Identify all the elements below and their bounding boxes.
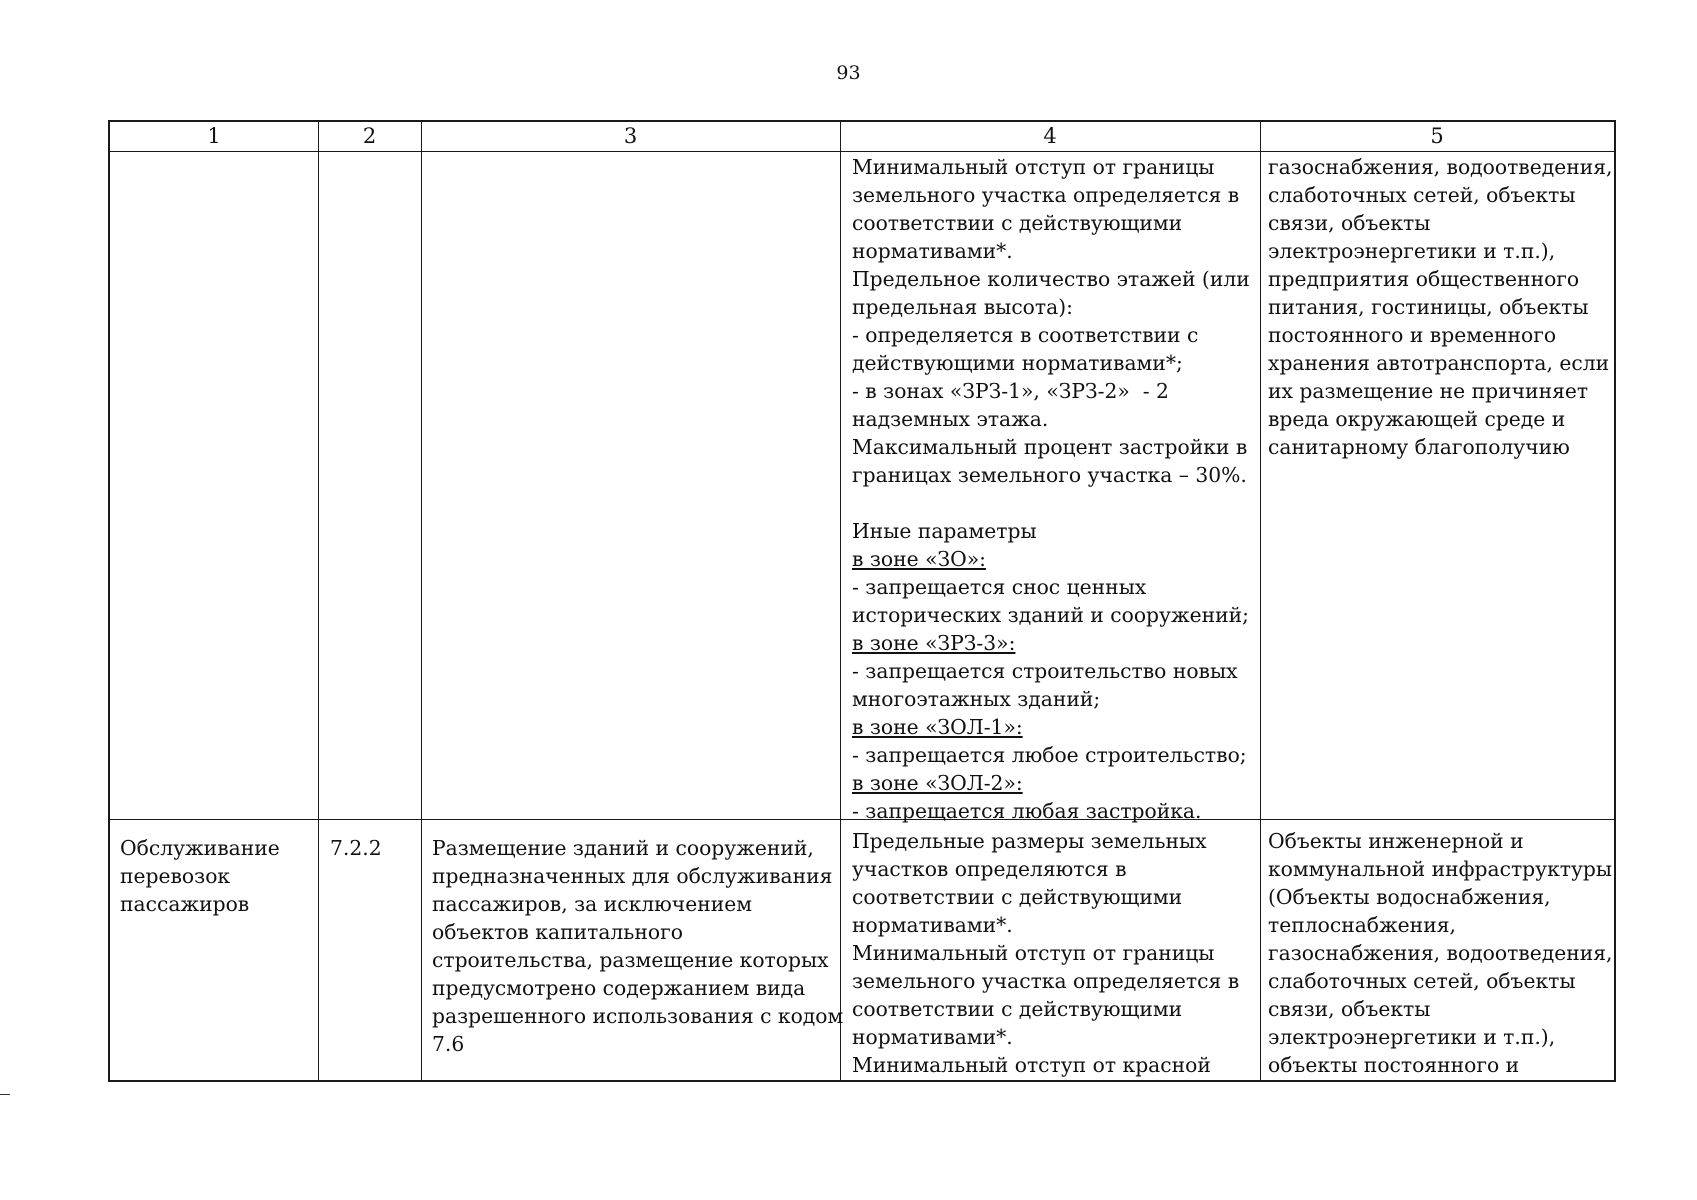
cell-line: пассажиров, за исключением xyxy=(432,892,753,916)
continued-params-cell xyxy=(852,153,1250,825)
cell-line: пассажиров xyxy=(120,892,250,916)
cell-line: Минимальный отступ от красной xyxy=(852,1053,1211,1077)
auxiliary-uses-cell xyxy=(1268,827,1613,1079)
cell-line: нормативами*. xyxy=(852,239,1013,263)
cell-line: (Объекты водоснабжения, xyxy=(1268,885,1551,909)
cell-line: надземных этажа. xyxy=(852,407,1049,431)
cell-line: Размещение зданий и сооружений, xyxy=(432,836,814,860)
cell-line: разрешенного использования с кодом xyxy=(432,1004,844,1028)
cell-line: - запрещается любая застройка. xyxy=(852,799,1202,823)
cell-line: санитарному благополучию xyxy=(1268,435,1570,459)
cell-line: действующими нормативами*; xyxy=(852,351,1183,375)
cell-line: Предельные размеры земельных xyxy=(852,829,1207,853)
column-header-3: 3 xyxy=(623,124,638,148)
cell-line: постоянного и временного xyxy=(1268,323,1557,347)
cell-line: связи, объекты xyxy=(1268,997,1431,1021)
cell-line: слаботочных сетей, объекты xyxy=(1268,969,1576,993)
cell-line: слаботочных сетей, объекты xyxy=(1268,183,1576,207)
cell-line: - запрещается снос ценных xyxy=(852,575,1147,599)
cell-line: предприятия общественного xyxy=(1268,267,1580,291)
column-header-4: 4 xyxy=(1043,124,1057,148)
zoning-table xyxy=(108,120,1616,1082)
cell-line: земельного участка определяется в xyxy=(852,969,1240,993)
cell-line: вреда окружающей среде и xyxy=(1268,407,1566,431)
cell-line: электроэнергетики и т.п.), xyxy=(1268,1025,1556,1049)
column-header-5: 5 xyxy=(1430,124,1444,148)
cell-line: Минимальный отступ от границы xyxy=(852,941,1215,965)
cell-line: хранения автотранспорта, если xyxy=(1268,351,1610,375)
margin-mark xyxy=(0,1094,10,1095)
cell-line: Предельное количество этажей (или xyxy=(852,267,1250,291)
use-name-cell xyxy=(120,834,280,918)
cell-line: связи, объекты xyxy=(1268,211,1431,235)
use-params-cell xyxy=(852,827,1239,1079)
col-divider-2 xyxy=(421,122,422,1080)
cell-line: земельного участка определяется в xyxy=(852,183,1240,207)
cell-line: соответствии с действующими xyxy=(852,211,1183,235)
cell-line: соответствии с действующими xyxy=(852,997,1183,1021)
cell-line: многоэтажных зданий; xyxy=(852,687,1101,711)
col-divider-4 xyxy=(1260,122,1261,1080)
col-divider-1 xyxy=(318,122,319,1080)
use-code-cell: 7.2.2 xyxy=(330,836,382,860)
continued-uses-cell xyxy=(1268,153,1613,461)
cell-line: Объекты инженерной и xyxy=(1268,829,1524,853)
cell-line: нормативами*. xyxy=(852,1025,1013,1049)
cell-line: строительства, размещение которых xyxy=(432,948,829,972)
cell-line: коммунальной инфраструктуры xyxy=(1268,857,1613,881)
cell-line: Иные параметры xyxy=(852,519,1037,543)
header-rule xyxy=(110,151,1614,152)
cell-line: предельная высота): xyxy=(852,295,1073,319)
cell-line: объектов капитального xyxy=(432,920,683,944)
cell-line: предусмотрено содержанием вида xyxy=(432,976,806,1000)
cell-line: участков определяются в xyxy=(852,857,1127,881)
cell-line: питания, гостиницы, объекты xyxy=(1268,295,1589,319)
zone-heading: в зоне «ЗО»: xyxy=(852,547,987,571)
cell-line: 7.6 xyxy=(432,1032,465,1056)
cell-line: нормативами*. xyxy=(852,913,1013,937)
cell-line: соответствии с действующими xyxy=(852,885,1183,909)
column-header-2: 2 xyxy=(362,124,377,148)
cell-line: - в зонах «ЗРЗ-1», «ЗРЗ-2» - 2 xyxy=(852,379,1169,403)
cell-line: - запрещается любое строительство; xyxy=(852,743,1247,767)
cell-line: границах земельного участка – 30%. xyxy=(852,463,1247,487)
cell-line: газоснабжения, водоотведения, xyxy=(1268,941,1613,965)
cell-line: газоснабжения, водоотведения, xyxy=(1268,155,1613,179)
cell-line: их размещение не причиняет xyxy=(1268,379,1589,403)
use-description-cell xyxy=(432,834,843,1058)
cell-line xyxy=(852,489,1250,517)
cell-line: теплоснабжения, xyxy=(1268,913,1456,937)
zone-heading: в зоне «ЗОЛ-1»: xyxy=(852,715,1023,739)
cell-line: - определяется в соответствии с xyxy=(852,323,1199,347)
cell-line: - запрещается строительство новых xyxy=(852,659,1238,683)
cell-line: электроэнергетики и т.п.), xyxy=(1268,239,1556,263)
column-header-1: 1 xyxy=(207,124,221,148)
cell-line: Максимальный процент застройки в xyxy=(852,435,1248,459)
cell-line: предназначенных для обслуживания xyxy=(432,864,833,888)
zone-heading: в зоне «ЗРЗ-3»: xyxy=(852,631,1016,655)
cell-line: исторических зданий и сооружений; xyxy=(852,603,1249,627)
cell-line: Минимальный отступ от границы xyxy=(852,155,1215,179)
cell-line: объекты постоянного и xyxy=(1268,1053,1520,1077)
cell-line: перевозок xyxy=(120,864,231,888)
cell-line: Обслуживание xyxy=(120,836,280,860)
zone-heading: в зоне «ЗОЛ-2»: xyxy=(852,771,1023,795)
page-number: 93 xyxy=(836,62,861,84)
